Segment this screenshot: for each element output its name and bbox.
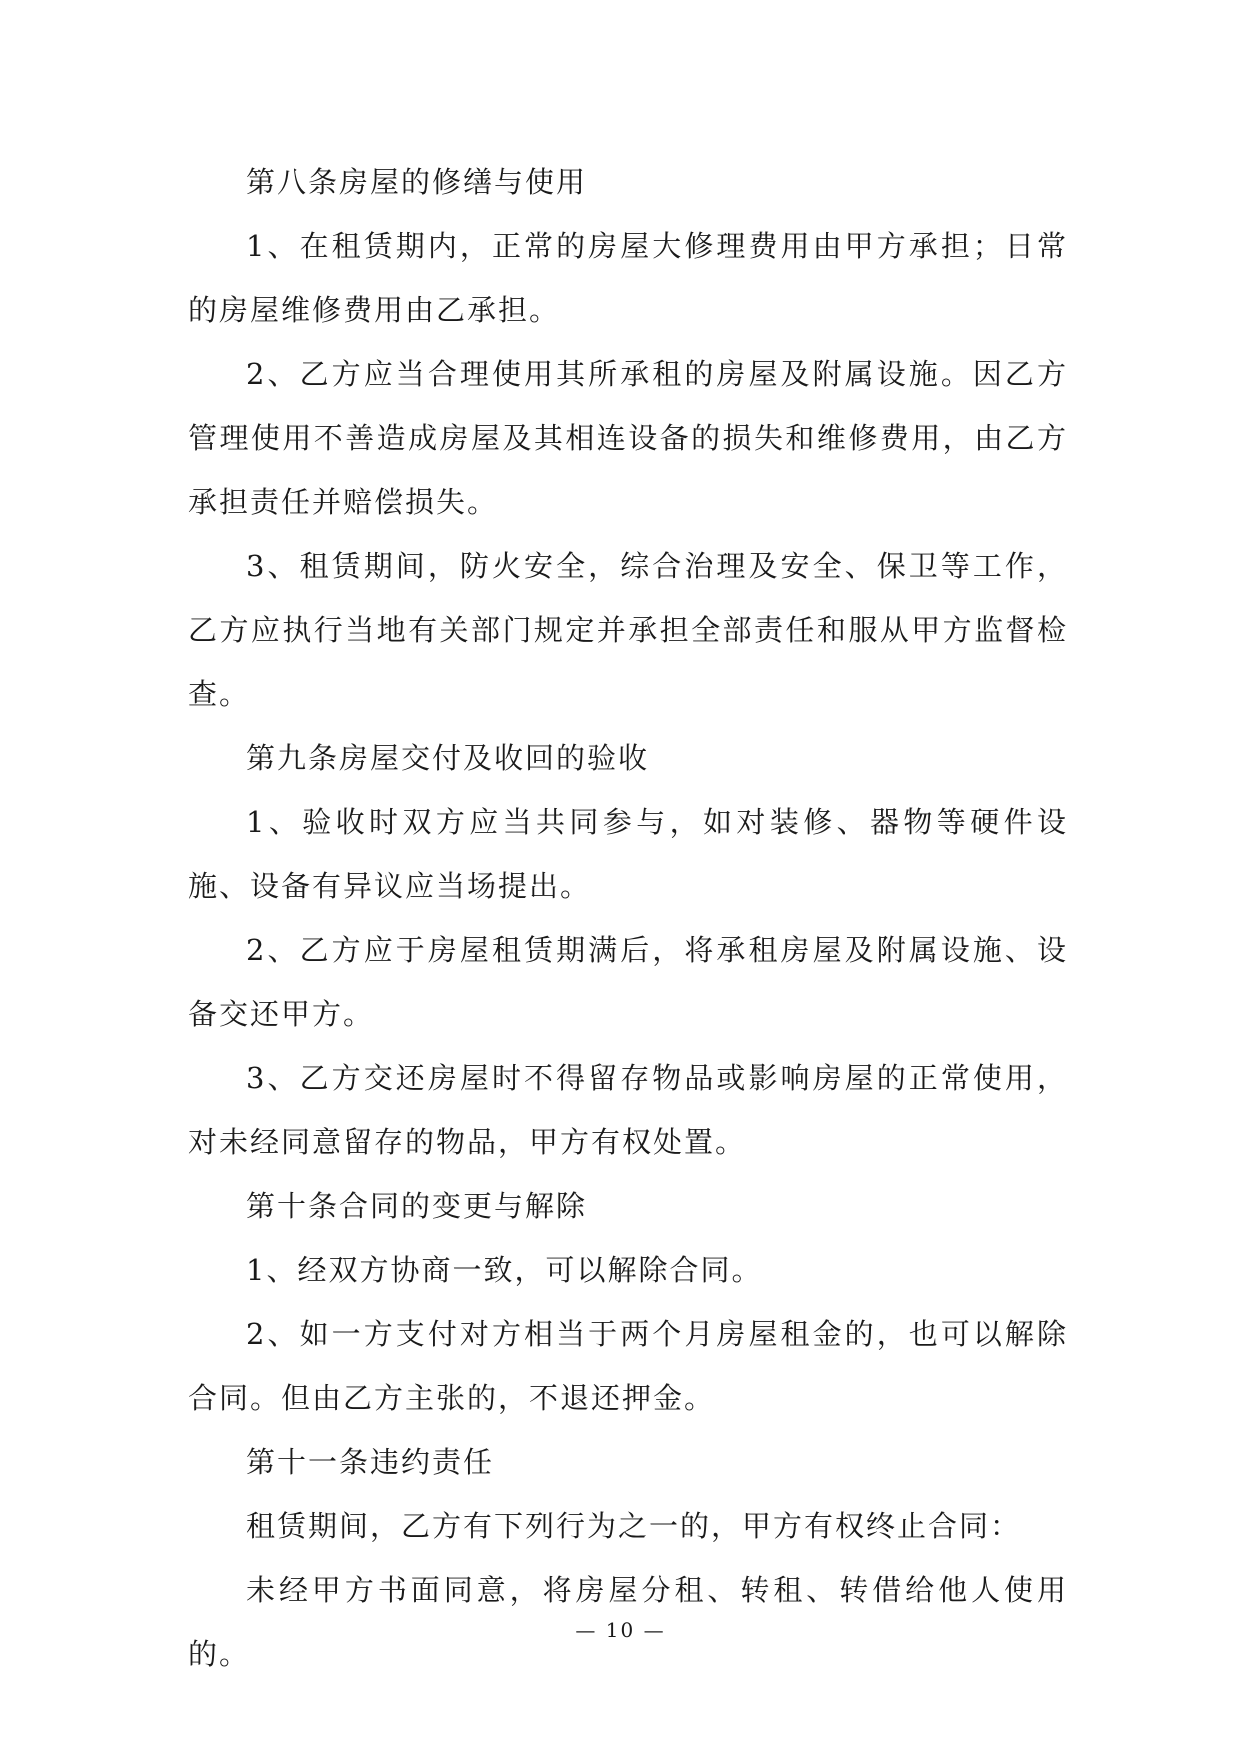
section-heading-10: 第十条合同的变更与解除 — [246, 1189, 588, 1223]
paragraph: 租赁期间，乙方有下列行为之一的，甲方有权终止合同： — [246, 1509, 1022, 1543]
document-body — [188, 150, 1068, 1686]
paragraph: 2、乙方应于房屋租赁期满后，将承租房屋及附属设施、设备交还甲方。 — [188, 933, 1068, 1031]
section-heading-9: 第九条房屋交付及收回的验收 — [246, 741, 650, 775]
paragraph: 2、乙方应当合理使用其所承租的房屋及附属设施。因乙方管理使用不善造成房屋及其相连设备的损失和维修费用，由乙方承担责任并赔偿损失。 — [188, 357, 1068, 519]
paragraph: 3、乙方交还房屋时不得留存物品或影响房屋的正常使用，对未经同意留存的物品，甲方有权处置。 — [188, 1061, 1068, 1159]
section-heading-11: 第十一条违约责任 — [246, 1445, 495, 1479]
section-heading-8: 第八条房屋的修缮与使用 — [246, 165, 588, 199]
page-number: — 10 — — [575, 1618, 666, 1642]
paragraph: 未经甲方书面同意，将房屋分租、转租、转借给他人使用的。 — [188, 1573, 1068, 1671]
paragraph: 1、验收时双方应当共同参与，如对装修、器物等硬件设施、设备有异议应当场提出。 — [188, 805, 1068, 903]
paragraph: 1、在租赁期内，正常的房屋大修理费用由甲方承担；日常的房屋维修费用由乙承担。 — [188, 229, 1068, 327]
paragraph: 1、经双方协商一致，可以解除合同。 — [246, 1253, 763, 1287]
paragraph: 2、如一方支付对方相当于两个月房屋租金的，也可以解除合同。但由乙方主张的，不退还押金。 — [188, 1317, 1068, 1415]
paragraph: 3、租赁期间，防火安全，综合治理及安全、保卫等工作，乙方应执行当地有关部门规定并承担全部责任和服从甲方监督检查。 — [188, 549, 1068, 711]
